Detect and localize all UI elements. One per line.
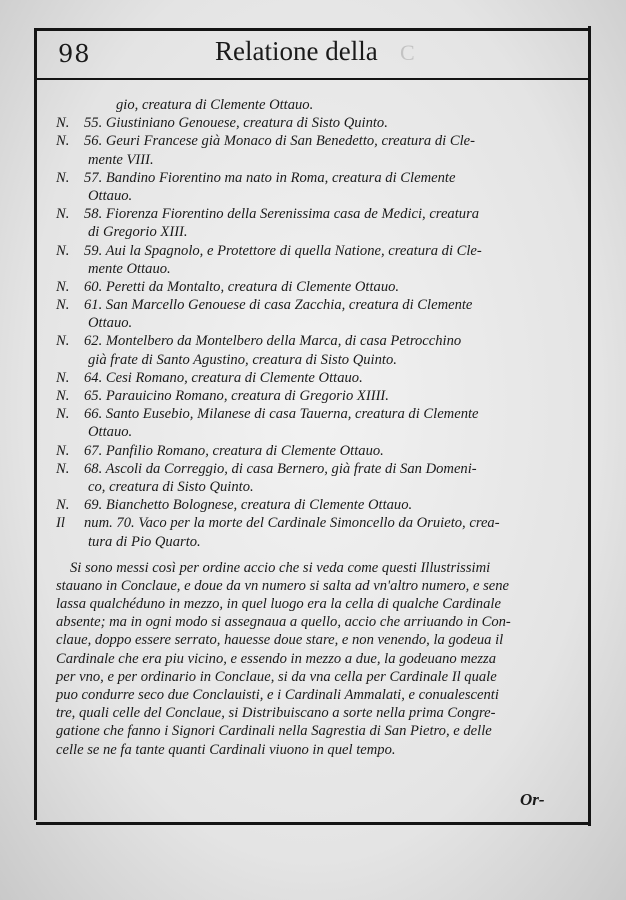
entry-text: mente Ottauo.: [88, 260, 171, 277]
list-item-line: [56, 205, 576, 223]
list-item-line: [56, 369, 576, 387]
list-item-line: [56, 278, 576, 296]
paragraph-line: gatione che fanno i Signori Cardinali nella Sagrestia di San Pietro, e delle: [56, 723, 492, 740]
list-item-line: [56, 332, 576, 350]
list-item-line: [56, 387, 576, 405]
entry-prefix: N.: [56, 242, 70, 259]
entry-text: 57. Bandino Fiorentino ma nato in Roma, creatura di Clemente: [84, 169, 456, 186]
entry-prefix: N.: [56, 442, 70, 459]
running-head: Relatione della: [215, 36, 378, 66]
page-number: 98: [58, 40, 91, 68]
paragraph-line: clаue, doppo essere serrato, hauesse doue stare, e non venendo, la godeua il: [56, 632, 504, 649]
list-item-line: [56, 460, 576, 478]
entry-text: num. 70. Vaco per la morte del Cardinale Simoncello da Oruieto, crea-: [84, 515, 500, 532]
entry-prefix: N.: [56, 333, 70, 350]
list-item-line: [56, 96, 576, 114]
list-item-line: [56, 405, 576, 423]
entry-text: 69. Bianchetto Bolognese, creatura di Clemente Ottauo.: [84, 497, 413, 514]
entry-text: 59. Aui la Spagnolo, e Protettore di quella Natione, creatura di Cle-: [84, 242, 482, 259]
cardinal-list: [56, 96, 576, 551]
entry-text: 66. Santo Eusebio, Milanese di casa Tauerna, creatura di Clemente: [84, 406, 479, 423]
entry-text: mente VIII.: [88, 151, 154, 168]
list-item-line: [56, 187, 576, 205]
entry-prefix: N.: [56, 206, 70, 223]
entry-text: 65. Parauicino Romano, creatura di Gregorio XIIII.: [84, 388, 389, 404]
list-item-line: [56, 533, 576, 551]
list-item-line: [56, 151, 576, 169]
paragraph-line: absente; ma in ogni modo si assegnaua a quello, accio che arriuando in Con-: [56, 614, 511, 631]
list-item-line: [56, 169, 576, 187]
right-border-rule: [588, 26, 591, 826]
entry-text: 67. Panfilio Romano, creatura di Clemente Ottauo.: [84, 442, 384, 459]
list-item-line: [56, 223, 576, 241]
bottom-border-rule: [36, 822, 591, 825]
entry-text: 68. Ascoli da Correggio, di casa Bernero, già frate di San Domeni-: [84, 460, 477, 477]
list-item-line: [56, 242, 576, 260]
entry-text: 62. Montelbero da Montelbero della Marca, di casa Petrocchino: [84, 333, 462, 350]
top-border-rule: [34, 28, 591, 31]
list-item-line: [56, 296, 576, 314]
paragraph-line: per vno, e per ordinario in Conclaue, si da vna cella per Cardinale Il quale: [56, 668, 497, 685]
entry-text: 61. San Marcello Genouese di casa Zacchia, creatura di Clemente: [84, 297, 473, 314]
entry-prefix: N.: [56, 406, 70, 423]
entry-text: 55. Giustiniano Genouese, creatura di Sisto Quinto.: [84, 115, 388, 132]
paragraph-line: Cardinale che era piu vicino, e essendo in mezzo a due, la godeuano mezza: [56, 650, 497, 667]
paragraph-line: stauano in Conclaue, e doue da vn numero si salta ad vn'altro numero, e sene: [56, 577, 510, 594]
entry-prefix: Il: [56, 515, 65, 532]
list-item-line: [56, 351, 576, 369]
list-item-line: [56, 314, 576, 332]
entry-prefix: N.: [56, 133, 70, 150]
paragraph-line: Si sono messi così per ordine accio che si veda come questi Illustrissimi: [70, 559, 491, 576]
entry-text: gio, creatura di Clemente Ottauo.: [116, 97, 314, 113]
list-item-line: [56, 132, 576, 150]
entry-text: di Gregorio XIII.: [88, 224, 188, 241]
entry-text: già frate di Santo Agustino, creatura di Sisto Quinto.: [88, 351, 397, 368]
catchword: Or-: [520, 790, 545, 809]
list-item-line: [56, 514, 576, 532]
left-border-rule: [34, 30, 37, 820]
entry-text: co, creatura di Sisto Quinto.: [88, 478, 254, 495]
entry-text: 56. Geuri Francese già Monaco di San Benedetto, creatura di Cle-: [84, 133, 475, 150]
entry-text: Ottauo.: [88, 424, 133, 441]
paragraph-line: puo condurre seco due Conclauisti, e i Cardinali Ammalati, e conualescenti: [56, 687, 499, 703]
show-through-ink: C: [400, 40, 415, 65]
entry-prefix: N.: [56, 297, 70, 314]
entry-text: Ottauo.: [88, 187, 133, 204]
paragraph-line: tre, quali celle del Conclaue, si Distribuiscano a sorte nella prima Congre-: [56, 705, 496, 722]
list-item-line: [56, 423, 576, 441]
entry-text: 60. Peretti da Montalto, creatura di Clemente Ottauo.: [84, 278, 400, 295]
entry-text: 64. Cesi Romano, creatura di Clemente Ottauo.: [84, 369, 363, 386]
list-item-line: [56, 478, 576, 496]
entry-text: Ottauo.: [88, 315, 133, 332]
entry-prefix: N.: [56, 278, 70, 295]
list-item-line: [56, 260, 576, 278]
entry-prefix: N.: [56, 169, 70, 186]
header-rule: [36, 78, 590, 80]
entry-prefix: N.: [56, 497, 70, 514]
entry-text: 58. Fiorenza Fiorentino della Serenissima casa de Medici, creatura: [84, 206, 480, 223]
entry-prefix: N.: [56, 460, 70, 477]
body-text: [56, 96, 576, 759]
list-item-line: [56, 496, 576, 514]
list-item-line: [56, 442, 576, 460]
entry-prefix: N.: [56, 388, 70, 404]
paragraph-line: lassa qualchéduno in mezzo, in quel luogo era la cella di qualche Cardinale: [56, 596, 501, 613]
entry-prefix: N.: [56, 115, 70, 132]
paragraph-line: celle se ne fa tante quanti Cardinali viuono in quel tempo.: [56, 741, 396, 758]
list-item-line: [56, 114, 576, 132]
entry-prefix: N.: [56, 369, 70, 386]
entry-text: tura di Pio Quarto.: [88, 533, 201, 550]
explanatory-paragraph: [56, 559, 576, 759]
